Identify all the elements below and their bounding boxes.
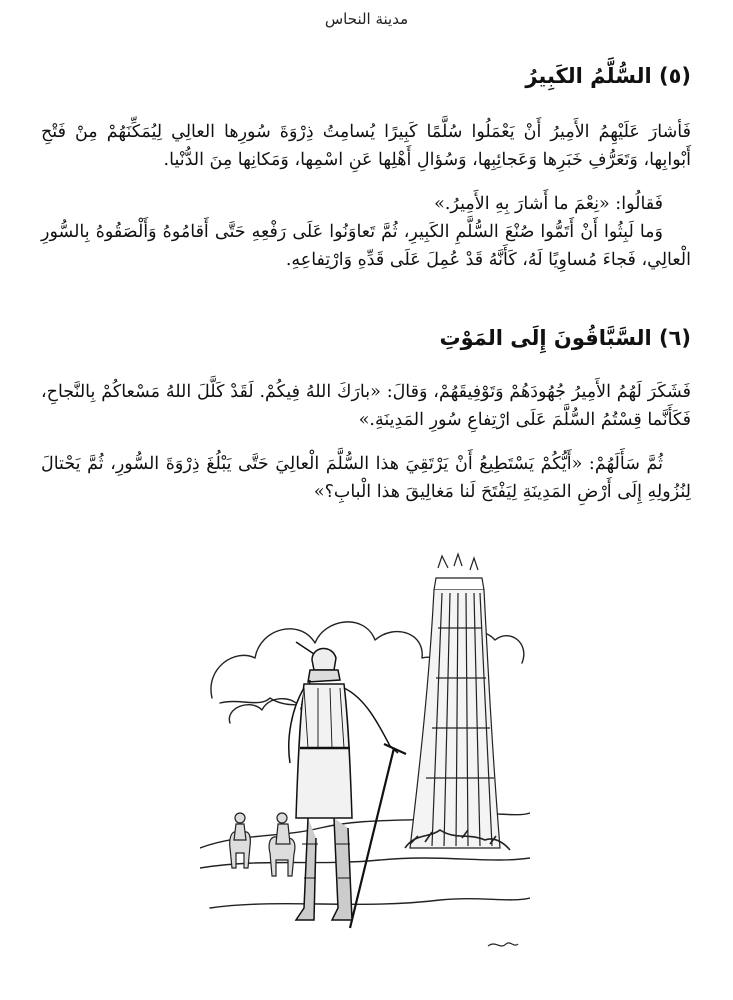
artist-signature: [488, 943, 518, 946]
paragraph: فَشَكَرَ لَهُمُ الأَمِيرُ جُهُودَهُمْ وَتَوْفِيقَهُمْ، وَقالَ: «بارَكَ اللهُ فِيكُمْ. لَقَدْ كَلَّلَ اللهُ مَسْعاكُمْ بِالنَّجاحِ، فَكَأَنَّما قِسْتُمُ السُّلَّمَ عَلَى ارْتِفاعِ سُورِ المَدِينَةِ.»: [41, 382, 691, 430]
paragraph: وَما لَبِثُوا أَنْ أَتَمُّوا صُنْعَ السُّلَّمِ الكَبِيرِ، ثُمَّ تَعاوَنُوا عَلَى رَفْعِهِ حَتَّى أَقامُوهُ وَأَلْصَقُوهُ بِالسُّورِ الْعالِي، فَجاءَ مُساوِيًا لَهُ، كَأَنَّهُ قَدْ عُمِلَ عَلَى قَدِّهِ وَارْتِفاعِهِ.: [41, 222, 691, 270]
running-header: مدينة النحاس: [324, 10, 409, 28]
knight: [289, 642, 406, 928]
section-heading-5: (٥) السُّلَّمُ الكَبِيرُ: [525, 64, 691, 88]
tower: [405, 554, 510, 850]
horsemen: [230, 813, 295, 876]
section-heading-6: (٦) السَّبَّاقُونَ إِلَى المَوْتِ: [439, 326, 691, 350]
paragraph: فَقالُوا: «نِعْمَ ما أَشارَ بِهِ الأَمِيرُ.»: [434, 194, 663, 214]
paragraph: فَأشارَ عَلَيْهِمُ الأَمِيرُ أَنْ يَعْمَلُوا سُلَّمًا كَبِيرًا يُسامِتُ ذِرْوَةَ سُورِها العالِي لِيُمَكِّنَهُمْ مِنْ فَتْحِ أَبْوابِها، وَتَعَرُّفِ خَبَرِها وَعَجائِبِها، وَسُؤالِ أَهْلِها عَنِ اسْمِها، وَمَكانِها مِنَ الدُّنْيا.: [41, 122, 691, 170]
paragraph: ثُمَّ سَأَلَهُمْ: «أَيُّكُمْ يَسْتَطِيعُ أَنْ يَرْتَقِيَ هذا السُّلَّمَ الْعالِيَ حَتَّى يَبْلُغَ ذِرْوَةَ السُّورِ، ثُمَّ يَحْتالَ لِنُزُولِهِ إِلَى أَرْضِ المَدِينَةِ لِيَفْتَحَ لَنا مَغالِيقَ هذا الْبابِ؟»: [41, 454, 691, 502]
knight-and-tower-illustration: [200, 548, 530, 958]
ground: [210, 898, 530, 908]
